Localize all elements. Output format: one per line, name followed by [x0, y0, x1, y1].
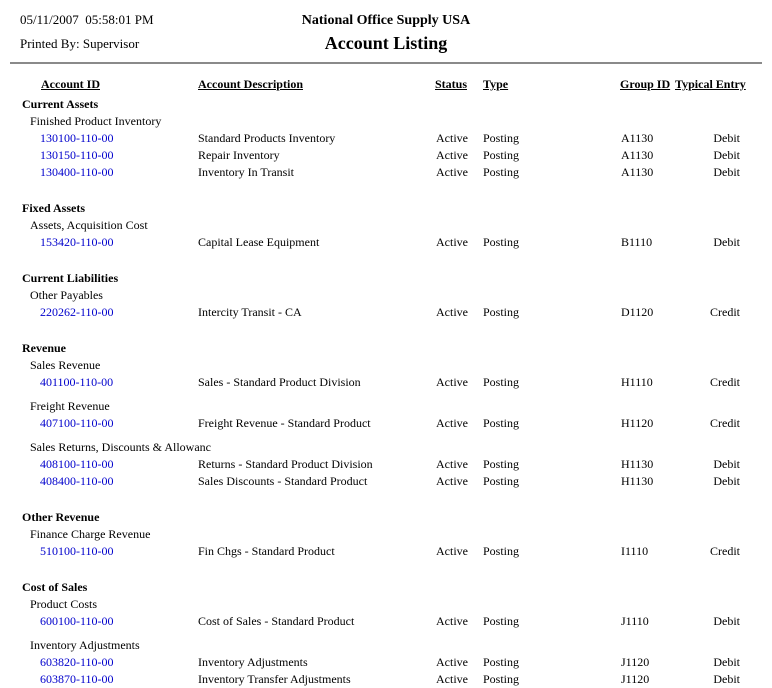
subsection-header: Freight Revenue: [30, 399, 110, 413]
section-header: Current Assets: [22, 97, 99, 111]
account-row: [0, 613, 772, 630]
account-id-link[interactable]: 130400-110-00: [40, 165, 114, 179]
account-typical-entry: Debit: [713, 672, 740, 686]
account-row: [0, 130, 772, 147]
account-description: Intercity Transit - CA: [198, 305, 302, 319]
account-type: Posting: [483, 474, 520, 488]
column-header-status: Status: [435, 77, 468, 91]
printed-by: Printed By: Supervisor: [20, 36, 140, 51]
account-id-link[interactable]: 603870-110-00: [40, 672, 114, 686]
account-id-link[interactable]: 130100-110-00: [40, 131, 114, 145]
printed-date: 05/11/2007 05:58:01 PM: [20, 12, 154, 27]
account-row: [0, 543, 772, 560]
subsection-header: Assets, Acquisition Cost: [30, 218, 148, 232]
account-status: Active: [436, 235, 468, 249]
account-typical-entry: Debit: [713, 131, 740, 145]
account-type: Posting: [483, 165, 520, 179]
subsection-header: Sales Revenue: [30, 358, 101, 372]
account-type: Posting: [483, 655, 520, 669]
account-type: Posting: [483, 457, 520, 471]
account-typical-entry: Credit: [710, 416, 740, 430]
account-group-id: J1120: [621, 672, 650, 686]
account-id-link[interactable]: 408100-110-00: [40, 457, 114, 471]
account-status: Active: [436, 457, 468, 471]
section-header: Other Revenue: [22, 510, 100, 524]
account-typical-entry: Debit: [713, 235, 740, 249]
account-group-id: J1110: [621, 614, 649, 628]
account-type: Posting: [483, 544, 520, 558]
account-description: Sales Discounts - Standard Product: [198, 474, 368, 488]
account-description: Inventory In Transit: [198, 165, 294, 179]
account-status: Active: [436, 655, 468, 669]
account-description: Inventory Adjustments: [198, 655, 308, 669]
account-typical-entry: Debit: [713, 474, 740, 488]
section-header: Fixed Assets: [22, 201, 85, 215]
column-header-group-id: Group ID: [620, 77, 671, 91]
account-description: Sales - Standard Product Division: [198, 375, 361, 389]
account-row: [0, 415, 772, 432]
account-row: [0, 164, 772, 181]
account-status: Active: [436, 375, 468, 389]
account-description: Inventory Transfer Adjustments: [198, 672, 351, 686]
account-status: Active: [436, 131, 468, 145]
account-status: Active: [436, 474, 468, 488]
account-group-id: A1130: [621, 131, 654, 145]
account-type: Posting: [483, 235, 520, 249]
account-row: [0, 473, 772, 490]
company-name: National Office Supply USA: [301, 13, 471, 28]
subsection-header: Product Costs: [30, 597, 98, 611]
account-id-link[interactable]: 510100-110-00: [40, 544, 114, 558]
account-row: [0, 374, 772, 391]
account-id-link[interactable]: 408400-110-00: [40, 474, 114, 488]
account-group-id: H1110: [621, 375, 653, 389]
account-row: [0, 304, 772, 321]
account-type: Posting: [483, 614, 520, 628]
account-id-link[interactable]: 603820-110-00: [40, 655, 114, 669]
account-typical-entry: Debit: [713, 614, 740, 628]
column-header-account-id: Account ID: [41, 77, 100, 91]
account-description: Capital Lease Equipment: [198, 235, 320, 249]
account-row: [0, 456, 772, 473]
account-status: Active: [436, 614, 468, 628]
column-header-type: Type: [483, 77, 509, 91]
account-type: Posting: [483, 305, 520, 319]
account-description: Returns - Standard Product Division: [198, 457, 373, 471]
column-header-account-description: Account Description: [198, 77, 303, 91]
account-status: Active: [436, 148, 468, 162]
account-status: Active: [436, 416, 468, 430]
account-typical-entry: Debit: [713, 148, 740, 162]
account-group-id: A1130: [621, 165, 654, 179]
account-type: Posting: [483, 131, 520, 145]
subsection-header: Finished Product Inventory: [30, 114, 162, 128]
account-row: [0, 234, 772, 251]
account-row: [0, 147, 772, 164]
account-status: Active: [436, 672, 468, 686]
account-group-id: H1130: [621, 474, 654, 488]
account-status: Active: [436, 305, 468, 319]
account-id-link[interactable]: 600100-110-00: [40, 614, 114, 628]
account-group-id: I1110: [621, 544, 649, 558]
report-body: [0, 92, 772, 688]
column-header-row: [0, 77, 772, 93]
account-id-link[interactable]: 407100-110-00: [40, 416, 114, 430]
account-id-link[interactable]: 220262-110-00: [40, 305, 114, 319]
account-typical-entry: Debit: [713, 165, 740, 179]
account-typical-entry: Credit: [710, 305, 740, 319]
account-type: Posting: [483, 672, 520, 686]
account-status: Active: [436, 165, 468, 179]
account-typical-entry: Credit: [710, 544, 740, 558]
account-group-id: D1120: [621, 305, 654, 319]
subsection-header: Finance Charge Revenue: [30, 527, 151, 541]
subsection-header: Sales Returns, Discounts & Allowanc: [30, 440, 211, 454]
subsection-header: Inventory Adjustments: [30, 638, 140, 652]
account-group-id: J1120: [621, 655, 650, 669]
account-status: Active: [436, 544, 468, 558]
account-type: Posting: [483, 416, 520, 430]
account-typical-entry: Debit: [713, 655, 740, 669]
section-header: Cost of Sales: [22, 580, 88, 594]
account-id-link[interactable]: 153420-110-00: [40, 235, 114, 249]
account-description: Cost of Sales - Standard Product: [198, 614, 355, 628]
account-group-id: A1130: [621, 148, 654, 162]
account-description: Repair Inventory: [198, 148, 280, 162]
account-typical-entry: Credit: [710, 375, 740, 389]
account-typical-entry: Debit: [713, 457, 740, 471]
account-group-id: H1130: [621, 457, 654, 471]
account-id-link[interactable]: 130150-110-00: [40, 148, 114, 162]
account-id-link[interactable]: 401100-110-00: [40, 375, 114, 389]
account-group-id: B1110: [621, 235, 653, 249]
column-header-typical-entry: Typical Entry: [675, 77, 746, 91]
account-description: Standard Products Inventory: [198, 131, 336, 145]
account-group-id: H1120: [621, 416, 654, 430]
account-type: Posting: [483, 148, 520, 162]
section-header: Current Liabilities: [22, 271, 119, 285]
account-row: [0, 654, 772, 671]
header-divider: [10, 62, 762, 64]
section-header: Revenue: [22, 341, 66, 355]
account-description: Freight Revenue - Standard Product: [198, 416, 371, 430]
account-type: Posting: [483, 375, 520, 389]
account-row: [0, 671, 772, 688]
subsection-header: Other Payables: [30, 288, 103, 302]
report-title: Account Listing: [324, 33, 448, 53]
account-description: Fin Chgs - Standard Product: [198, 544, 335, 558]
